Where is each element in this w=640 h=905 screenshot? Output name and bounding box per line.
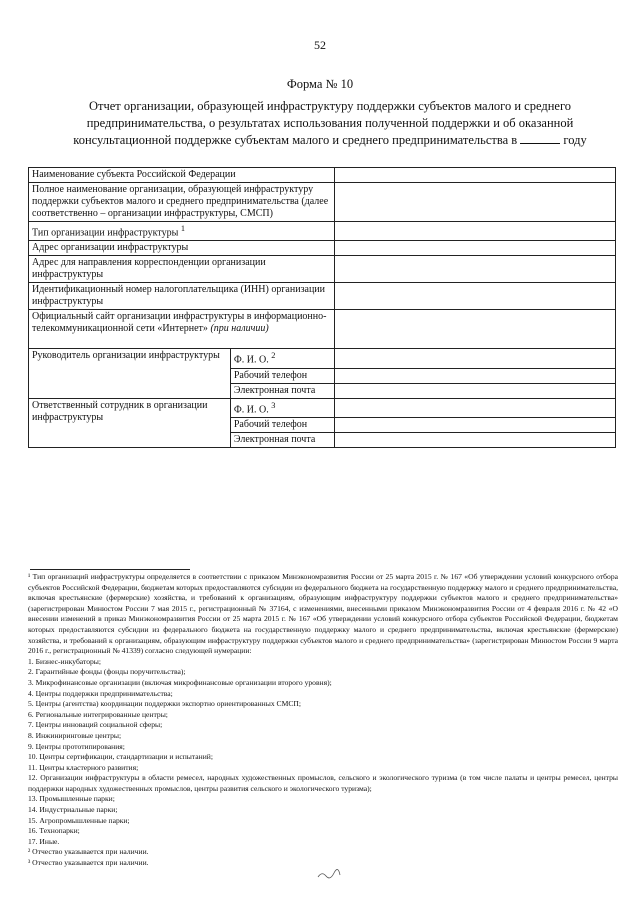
website-field[interactable] — [335, 310, 616, 349]
list-item: 14. Индустриальные парки; — [28, 805, 118, 815]
list-item: 7. Центры инноваций социальной сферы; — [28, 720, 163, 730]
footnote-divider — [30, 569, 190, 570]
footnote-3: ³ Отчество указывается при наличии. — [28, 858, 149, 868]
table-row — [29, 283, 616, 310]
list-item: 4. Центры поддержки предпринимательства; — [28, 688, 173, 698]
list-item: 15. Агропромышленные парки; — [28, 815, 130, 825]
resp-fio-text: Ф. И. О. — [233, 403, 269, 415]
website-label — [29, 310, 335, 349]
list-item: 1. Бизнес-инкубаторы; — [28, 656, 102, 666]
head-email-label: Электронная почта — [230, 383, 335, 398]
head-fio-field[interactable] — [335, 349, 616, 368]
list-item: 11. Центры кластерного развития; — [28, 762, 139, 772]
year-blank[interactable] — [520, 131, 560, 144]
form-title: Форма № 10 — [286, 77, 354, 91]
footnote-ref-3: 3 — [271, 400, 276, 410]
footnote-1-text: Тип организаций инфраструктуры определяется в соответствии с приказом Минэкономразвития России от 25 марта 2015 г. № 167 «Об утверждении условий конкурсного отбора субъектов Российской Федерации, бюджетам которых предоставляются субсидии из федерального бюджета на государственную поддержку малого и среднего предпринимательства, включая крестьянские (фермерские) хозяйства, и требований к организациям, образующим инфраструктуру поддержки субъектов малого и среднего предпринимательства» (зарегистрирован Минюстом России 7 мая 2015 г., регистрационный № 37164, с изменениями, внесенными приказом Минэкономразвития России от 4 февраля 2016 г. № 42 «О внесении изменений в приказ Минэкономразвития России от 25 марта 2015 г. № 167 «Об утверждении условий конкурсного отбора субъектов Российской Федерации, бюджетам которых предоставляются субсидии из федерального бюджета на государственную поддержку малого и среднего предпринимательства, включая крестьянские (фермерские) хозяйства, и требований к организациям, образующим инфраструктуру поддержки субъектов малого и среднего предпринимательства» (зарегистрирован Минюстом России 9 марта 2016 г., регистрационный № 41339) согласно следующей нумерации: — [28, 572, 618, 656]
footnote-ref-2: 2 — [271, 351, 276, 361]
inn-field[interactable] — [335, 283, 616, 310]
footnote-1-mark: ¹ — [28, 572, 31, 581]
list-item: 9. Центры прототипирования; — [28, 741, 125, 751]
organization-form-table — [28, 167, 616, 448]
head-phone-field[interactable] — [335, 368, 616, 383]
resp-email-label: Электронная почта — [230, 432, 335, 447]
resp-fio-label — [230, 398, 335, 417]
head-fio-label — [230, 349, 335, 368]
table-row — [29, 183, 616, 222]
list-item: 8. Инжиниринговые центры; — [28, 730, 122, 740]
table-row — [29, 310, 616, 349]
head-label: Руководитель организации инфраструктуры — [29, 349, 231, 398]
resp-fio-field[interactable] — [335, 398, 616, 417]
list-item: 6. Региональные интегрированные центры; — [28, 709, 168, 719]
list-item: 16. Технопарки; — [28, 826, 80, 836]
table-row — [29, 398, 616, 417]
subject-name-field[interactable] — [335, 168, 616, 183]
resp-phone-label: Рабочий телефон — [230, 417, 335, 432]
responsible-label: Ответственный сотрудник в организации инфраструктуры — [29, 398, 231, 447]
report-title-year-word: году — [563, 133, 587, 147]
corr-address-label: Адрес для направления корреспонденции организации инфраструктуры — [29, 256, 335, 283]
org-type-label — [29, 222, 335, 241]
footnote-1 — [28, 572, 618, 657]
pen-mark-icon — [316, 868, 342, 880]
resp-phone-field[interactable] — [335, 417, 616, 432]
list-item: 3. Микрофинансовые организации (включая микрофинансовые организации второго уровня); — [28, 677, 332, 687]
list-item: 12. Организации инфраструктуры в области ремесел, народных художественных промыслов, сельского и экологического туризма (в том числе палаты и центры ремесел, центры поддержки народных художественных промыслов, центры развития сельского и экологического туризма); — [28, 773, 618, 793]
footnote-ref-1: 1 — [180, 224, 186, 233]
website-note: (при наличии) — [210, 323, 269, 335]
page-number: 52 — [314, 38, 326, 52]
list-item: 5. Центры (агентства) координации поддержки экспортно ориентированных СМСП; — [28, 699, 302, 709]
address-label: Адрес организации инфраструктуры — [29, 241, 335, 256]
footnotes — [28, 572, 618, 869]
full-name-field[interactable] — [335, 183, 616, 222]
org-type-text: Тип организации инфраструктуры — [32, 227, 179, 239]
org-type-list — [28, 657, 618, 848]
footnote-2: ² Отчество указывается при наличии. — [28, 847, 149, 857]
table-row — [29, 256, 616, 283]
org-type-field[interactable] — [335, 222, 616, 241]
website-text: Официальный сайт организации инфраструктуры в информационно-телекоммуникационной сети «Интернет» — [32, 311, 327, 335]
head-fio-text: Ф. И. О. — [233, 354, 269, 366]
table-row — [29, 241, 616, 256]
report-title — [70, 98, 590, 149]
inn-label: Идентификационный номер налогоплательщика (ИНН) организации инфраструктуры — [29, 283, 335, 310]
list-item: 17. Иные. — [28, 836, 60, 846]
address-field[interactable] — [335, 241, 616, 256]
report-title-text: Отчет организации, образующей инфраструктуру поддержки субъектов малого и среднего предпринимательства, о результатах использования полученной поддержки и об оказанной консультационной поддержке субъектам малого и среднего предпринимательства в — [73, 99, 574, 147]
head-phone-label: Рабочий телефон — [230, 368, 335, 383]
list-item: 10. Центры сертификации, стандартизации и испытаний; — [28, 752, 213, 762]
table-row — [29, 168, 616, 183]
list-item: 13. Промышленные парки; — [28, 794, 115, 804]
full-name-label: Полное наименование организации, образующей инфраструктуру поддержки субъектов малого и среднего предпринимательства (далее соответственно – организации инфраструктуры, СМСП) — [29, 183, 335, 222]
subject-name-label: Наименование субъекта Российской Федерации — [29, 168, 335, 183]
resp-email-field[interactable] — [335, 432, 616, 447]
corr-address-field[interactable] — [335, 256, 616, 283]
list-item: 2. Гарантийные фонды (фонды поручительства); — [28, 667, 186, 677]
table-row — [29, 349, 616, 368]
table-row — [29, 222, 616, 241]
head-email-field[interactable] — [335, 383, 616, 398]
